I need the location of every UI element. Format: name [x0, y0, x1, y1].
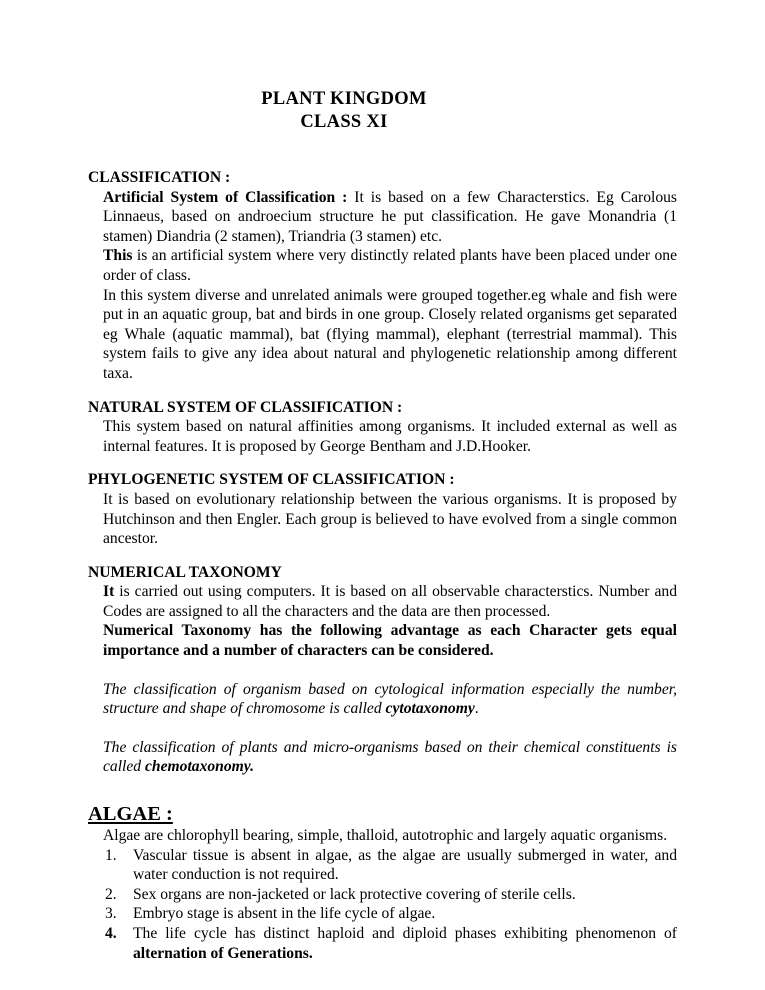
text-numerical-advantage: Numerical Taxonomy has the following advantage as each Character gets equal importance and a number of characters can be considered.: [103, 622, 677, 660]
heading-phylogenetic-system: PHYLOGENETIC SYSTEM OF CLASSIFICATION :: [88, 471, 455, 489]
term-chemotaxonomy: chemotaxonomy.: [145, 758, 255, 776]
label-it: It: [103, 583, 115, 601]
text-cytotaxonomy-lead: The classification of organism based on cytological information especially the number, structure and shape of chromosome is called: [103, 680, 677, 718]
list-item-number: 1.: [105, 846, 117, 864]
text-chemotaxonomy-lead: The classification of plants and micro-organisms based on their chemical constituents is called: [103, 738, 677, 776]
page-title-line-2: CLASS XI: [300, 112, 388, 132]
heading-classification: CLASSIFICATION :: [88, 169, 231, 186]
algae-characteristics-list: [88, 846, 677, 964]
document-title-block: [88, 88, 600, 134]
text-numerical-taxonomy: is carried out using computers. It is based on all observable characterstics. Number and Codes are assigned to all the characters and the data are then processed.: [103, 583, 677, 620]
text-this-artificial: is an artificial system where very distinctly related plants have been placed under one order of class.: [103, 247, 677, 284]
list-item-number: 3.: [105, 905, 117, 923]
heading-natural-system: NATURAL SYSTEM OF CLASSIFICATION :: [88, 398, 403, 416]
text-cytotaxonomy-tail: .: [474, 700, 479, 718]
list-item-text: Embryo stage is absent in the life cycle of algae.: [133, 905, 436, 923]
list-item-text: Vascular tissue is absent in algae, as the algae are usually submerged in water, and water conduction is not required.: [133, 846, 677, 884]
list-item-text: Sex organs are non-jacketed or lack protective covering of sterile cells.: [133, 885, 576, 903]
label-this: This: [103, 247, 133, 265]
paragraph-cytotaxonomy: [88, 680, 677, 719]
list-item: [88, 904, 677, 924]
document-body: [88, 168, 677, 963]
list-item: [88, 924, 677, 963]
list-item-number: 4.: [105, 925, 117, 942]
list-item-number: 2.: [105, 885, 117, 903]
list-item-text: The life cycle has distinct haploid and diploid phases exhibiting phenomenon of: [133, 925, 677, 942]
page-title-line-1: PLANT KINGDOM: [261, 89, 427, 109]
heading-numerical-taxonomy: NUMERICAL TAXONOMY: [88, 563, 282, 581]
list-item-text-bold: alternation of Generations.: [133, 944, 313, 962]
paragraph-chemotaxonomy: [88, 738, 677, 777]
paragraph-phylogenetic-system: It is based on evolutionary relationship between the various organisms. It is proposed by Hutchinson and then Engler. Each group is believed to have evolved from a single common ancestor.: [103, 490, 677, 548]
paragraph-artificial-system: [88, 188, 677, 247]
term-cytotaxonomy: cytotaxonomy: [385, 700, 475, 718]
paragraph-this-artificial: [88, 246, 677, 285]
paragraph-natural-system: This system based on natural affinities among organisms. It included external as well as internal features. It is proposed by George Bentham and J.D.Hooker.: [103, 418, 677, 455]
list-item: [88, 846, 677, 885]
paragraph-algae-intro: Algae are chlorophyll bearing, simple, thalloid, autotrophic and largely aquatic organisms.: [103, 827, 668, 845]
paragraph-numerical-taxonomy: [88, 582, 677, 621]
paragraph-numerical-advantage: [88, 621, 677, 660]
heading-algae-wrapper: [88, 802, 677, 826]
list-item: [88, 885, 677, 905]
label-artificial-system: Artificial System of Classification :: [103, 188, 348, 206]
heading-algae: ALGAE :: [88, 803, 173, 826]
text-artificial-system: It is based on a few Characterstics. Eg Carolous Linnaeus, based on androecium structure he put classification. He gave Monandria (1 stamen) Diandria (2 stamen), Triandria (3 stamen) etc.: [103, 188, 677, 245]
paragraph-diverse-unrelated: In this system diverse and unrelated animals were grouped together.eg whale and fish were put in an aquatic group, bat and birds in one group. Closely related organisms get separated eg Whale (aquatic mammal), bat (flying mammal), elephant (terrestrial mammal). This system fails to give any idea about natural and phylogenetic relationship among different taxa.: [103, 286, 677, 382]
